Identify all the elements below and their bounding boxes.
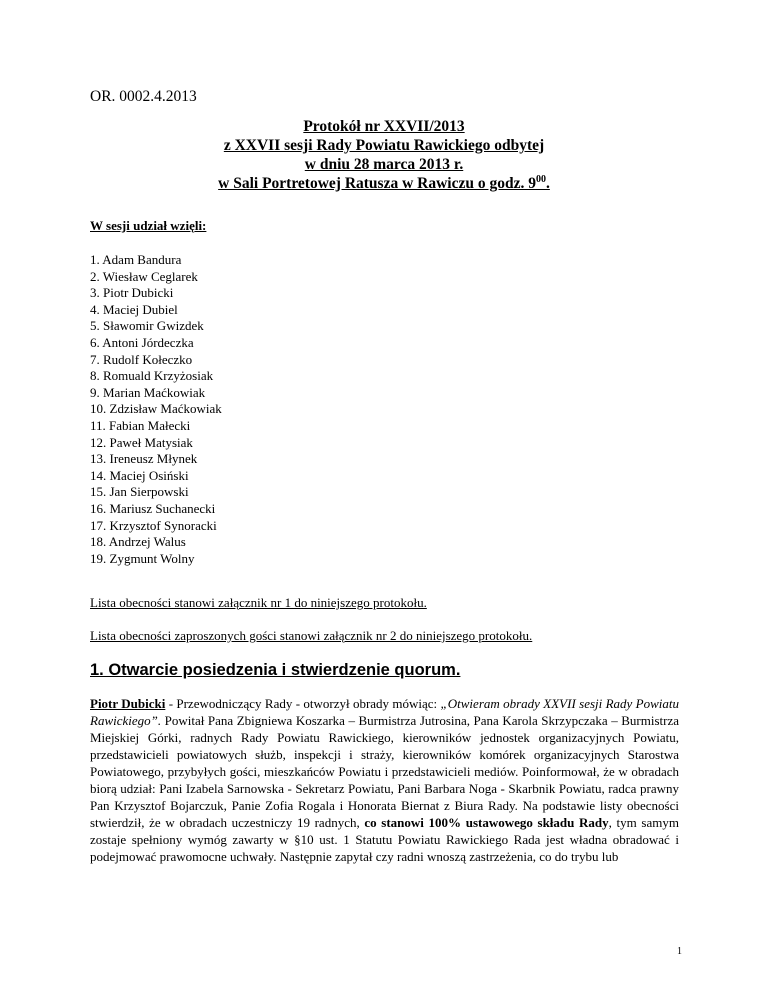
list-item: 7. Rudolf Kołeczko <box>90 351 193 367</box>
document-reference: OR. 0002.4.2013 <box>90 88 197 105</box>
list-item: 2. Wiesław Ceglarek <box>90 268 198 284</box>
speaker-name: Piotr Dubicki <box>90 696 166 711</box>
guests-list-note: Lista obecności zaproszonych gości stanowi załącznik nr 2 do niniejszego protokołu. <box>90 628 533 643</box>
title-period: . <box>545 175 550 192</box>
title-line-2: z XXVII sesji Rady Powiatu Rawickiego odbytej <box>223 137 545 154</box>
list-item: 13. Ireneusz Młynek <box>90 451 198 467</box>
list-item: 16. Mariusz Suchanecki <box>90 500 216 516</box>
attendees-label: W sesji udział wzięli: <box>90 218 207 233</box>
quorum-statement: co stanowi 100% ustawowego składu Rady <box>364 815 609 830</box>
list-item: 15. Jan Sierpowski <box>90 484 189 500</box>
list-item: 14. Maciej Osiński <box>90 467 189 483</box>
attendance-list-note: Lista obecności stanowi załącznik nr 1 do niniejszego protokołu. <box>90 595 427 610</box>
title-time-minutes: 00 <box>535 174 546 185</box>
page-number: 1 <box>677 946 682 957</box>
list-item: 18. Andrzej Walus <box>90 534 186 550</box>
list-item: 19. Zygmunt Wolny <box>90 550 195 566</box>
title-line-4 <box>0 174 768 193</box>
protocol-title <box>0 117 768 193</box>
list-item: 8. Romuald Krzyżosiak <box>90 368 214 384</box>
paragraph-body-1: Powitał Pana Zbigniewa Koszarka – Burmistrza Jutrosina, Pana Karola Skrzypczaka – Burmistrza Miejskiej Górki, radnych Rady Powiatu Rawickiego, kierowników jednostek organizacyjnych Powiatu, przedstawicieli powiatowych służb, inspekcji i straży, kierowników komórek organizacyjnych Starostwa Powiatowego, przybyłych gości, mieszkańców Powiatu i przedstawicieli mediów. Poinformował, że w obradach biorą udział: Pani Izabela Sarnowska - Sekretarz Powiatu, Pani Barbara Noga - Skarbnik Powiatu, radca prawny Pan Krzysztof Bojarczuk, Panie Zofia Rogala i Honorata Biernat z Biura Rady. Na podstawie listy obecności stwierdził, że w obradach uczestniczy 19 radnych, <box>90 713 679 830</box>
opening-quote: „Otwieram obrady XXVII sesji Rady Powiatu Rawickiego”. <box>90 696 679 728</box>
list-item: 10. Zdzisław Maćkowiak <box>90 401 222 417</box>
list-item: 17. Krzysztof Synoracki <box>90 517 217 533</box>
list-item: 4. Maciej Dubiel <box>90 301 178 317</box>
list-item: 5. Sławomir Gwizdek <box>90 318 204 334</box>
title-line-3: w dniu 28 marca 2013 r. <box>304 156 464 173</box>
body-paragraph <box>90 695 679 865</box>
paragraph-body-2: , tym samym zostaje spełniony wymóg zawarty w §10 ust. 1 Statutu Powiatu Rawickiego Rada jest władna obradować i podejmować prawomocne uchwały. Następnie zapytał czy radni wnoszą zastrzeżenia, co do trybu lub <box>90 815 679 864</box>
list-item: 3. Piotr Dubicki <box>90 285 174 301</box>
list-item: 1. Adam Bandura <box>90 252 182 267</box>
list-item: 9. Marian Maćkowiak <box>90 384 206 400</box>
list-item: 12. Paweł Matysiak <box>90 434 193 450</box>
title-line-1: Protokół nr XXVII/2013 <box>303 118 465 135</box>
list-item: 6. Antoni Jórdeczka <box>90 334 194 350</box>
attendees-list <box>90 252 222 567</box>
title-line-4-text: w Sali Portretowej Ratusza w Rawiczu o godz. 9 <box>218 175 536 192</box>
section-heading: 1. Otwarcie posiedzenia i stwierdzenie quorum. <box>90 661 461 679</box>
paragraph-intro: - Przewodniczący Rady - otworzył obrady mówiąc: <box>165 696 441 711</box>
list-item: 11. Fabian Małecki <box>90 417 191 433</box>
